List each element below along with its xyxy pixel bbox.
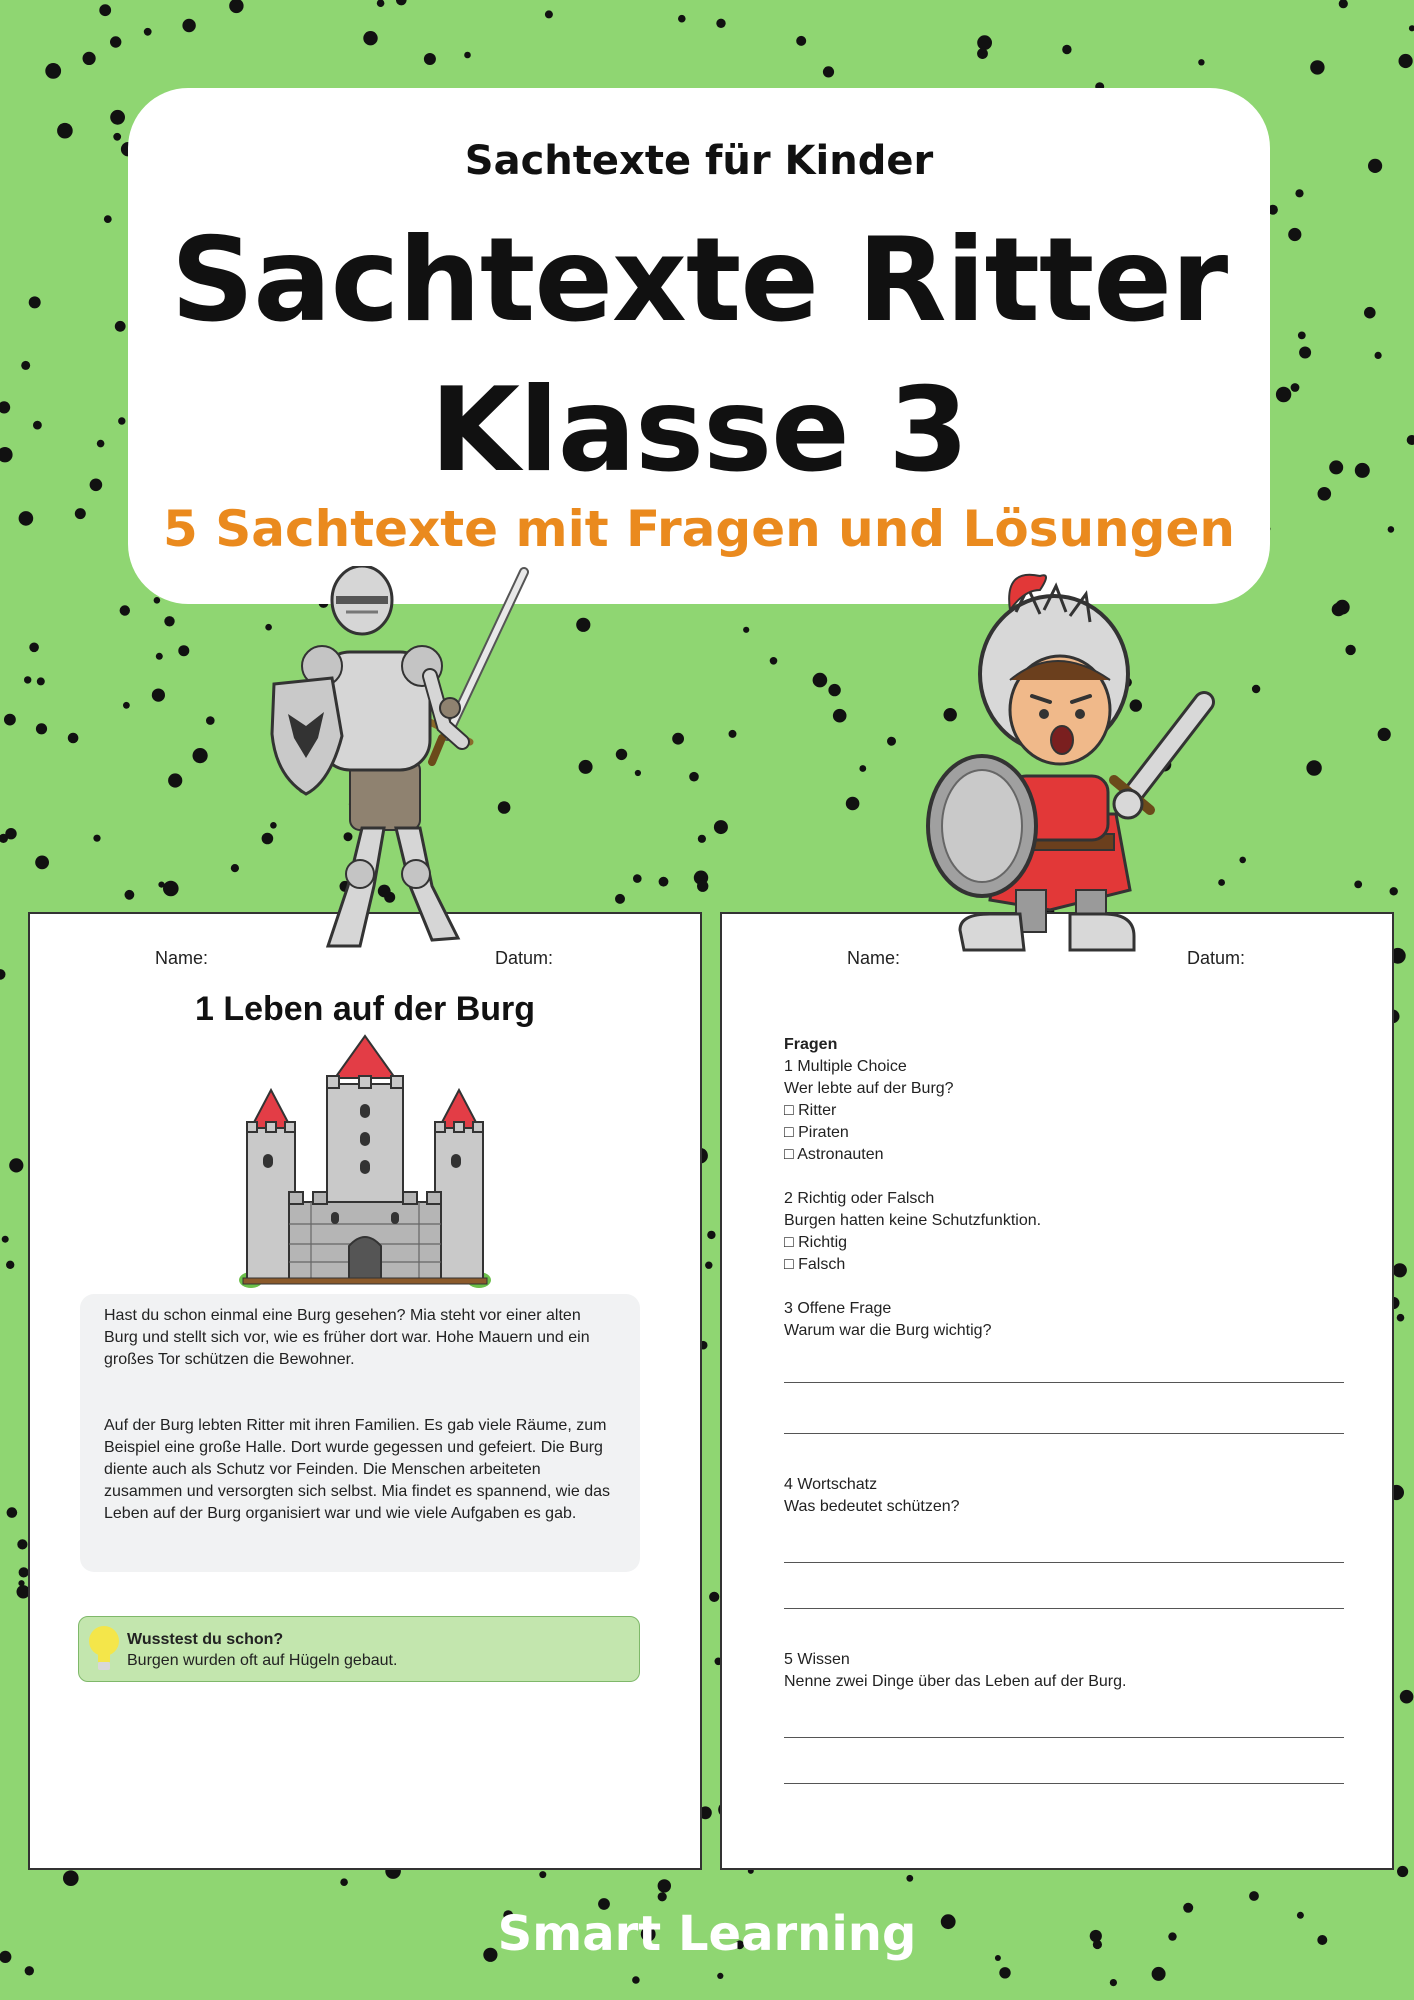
decor-dot <box>999 1967 1010 1978</box>
question-type: 4 Wortschatz <box>784 1476 878 1493</box>
decor-dot <box>115 321 126 332</box>
decor-dot <box>29 643 39 653</box>
decor-dot <box>19 511 34 526</box>
decor-dot <box>1388 526 1395 533</box>
decor-dot <box>1409 25 1414 31</box>
decor-dot <box>83 52 96 65</box>
decor-dot <box>1390 887 1398 895</box>
decor-dot <box>0 447 13 462</box>
decor-dot <box>110 36 121 47</box>
lightbulb-icon <box>87 1624 121 1674</box>
name-label: Name: <box>847 948 901 968</box>
decor-dot <box>833 709 847 723</box>
decor-dot <box>1291 383 1300 392</box>
question-text: Was bedeutet schützen? <box>784 1498 960 1515</box>
paragraph-2: Auf der Burg lebten Ritter mit ihren Familien. Es gab viele Räume, zum Beispiel eine große Halle. Dort wurde gegessen und gefeiert. Die Burg diente auch als Schutz vor Feinden. Die Menschen arbeiteten zusammen und versorgten sich selbst. Mia findet es spannend, wie das Leben auf der Burg organisiert war und wie viele Aufgaben es gab. <box>104 1417 611 1522</box>
decor-dot <box>4 714 16 726</box>
decor-dot <box>1393 1263 1407 1277</box>
decor-dot <box>1329 460 1343 474</box>
series-label: Sachtexte für Kinder <box>464 138 934 184</box>
decor-dot <box>579 760 593 774</box>
decor-dot <box>846 797 860 811</box>
decor-dot <box>635 770 641 776</box>
decor-dot <box>1249 1891 1259 1901</box>
decor-dot <box>193 748 208 763</box>
answer-line <box>784 1783 1344 1784</box>
main-title <box>128 206 1270 506</box>
decor-dot <box>99 4 111 16</box>
date-label: Datum: <box>1187 948 1246 968</box>
castle-icon <box>235 1034 495 1294</box>
answer-line <box>784 1608 1344 1609</box>
decor-dot <box>1355 463 1370 478</box>
decor-dot <box>576 618 590 632</box>
decor-dot <box>120 605 130 615</box>
decor-dot <box>1375 352 1382 359</box>
reading-text-box <box>80 1294 640 1572</box>
decor-dot <box>206 716 215 725</box>
decor-dot <box>1339 0 1348 8</box>
decor-dot <box>1378 728 1391 741</box>
name-label: Name: <box>155 948 209 968</box>
decor-dot <box>68 733 79 744</box>
fact-title: Wusstest du schon? <box>127 1631 284 1648</box>
answer-line <box>784 1433 1344 1434</box>
subtitle: 5 Sachtexte mit Fragen und Lösungen <box>163 500 1235 558</box>
decor-dot <box>678 15 686 23</box>
decor-dot <box>1310 60 1324 74</box>
decor-dot <box>424 53 436 65</box>
decor-dot <box>859 765 866 772</box>
decor-dot <box>539 1871 546 1878</box>
decor-dot <box>1152 1967 1166 1981</box>
decor-dot <box>743 627 749 633</box>
question-text: Warum war die Burg wichtig? <box>784 1322 992 1339</box>
decor-dot <box>90 479 103 492</box>
decor-dot <box>1295 189 1303 197</box>
decor-dot <box>158 882 164 888</box>
decor-dot <box>632 1976 640 1984</box>
decor-dot <box>796 36 806 46</box>
decor-dot <box>705 1262 712 1269</box>
question-3 <box>784 1298 1344 1434</box>
title-card <box>128 88 1270 604</box>
decor-dot <box>1288 228 1301 241</box>
decor-dot <box>545 10 553 18</box>
decor-dot <box>697 881 708 892</box>
decor-dot <box>0 969 6 980</box>
decor-dot <box>977 35 992 50</box>
decor-dot <box>1299 347 1311 359</box>
decor-dot <box>1354 881 1362 889</box>
question-4 <box>784 1474 1344 1609</box>
question-type: 5 Wissen <box>784 1651 850 1668</box>
decor-dot <box>714 820 728 834</box>
questions-heading: Fragen <box>784 1036 838 1053</box>
date-label: Datum: <box>495 948 554 968</box>
decor-dot <box>813 673 828 688</box>
decor-dot <box>33 421 42 430</box>
decor-dot <box>363 31 377 45</box>
decor-dot <box>144 28 152 36</box>
decor-dot <box>1407 435 1414 445</box>
question-type: 1 Multiple Choice <box>784 1058 907 1075</box>
decor-dot <box>168 773 182 787</box>
brand-footer: Smart Learning <box>497 1906 917 1962</box>
decor-dot <box>1110 1979 1117 1986</box>
question-type: 2 Richtig oder Falsch <box>784 1190 935 1207</box>
decor-dot <box>152 689 165 702</box>
decor-dot <box>658 1879 671 1892</box>
decor-dot <box>616 749 627 760</box>
decor-dot <box>35 856 49 870</box>
answer-option: □ Astronauten <box>784 1146 884 1163</box>
decor-dot <box>633 874 642 883</box>
decor-dot <box>178 645 189 656</box>
decor-dot <box>1318 487 1332 501</box>
decor-dot <box>37 677 45 685</box>
decor-dot <box>123 702 130 709</box>
question-text: Wer lebte auf der Burg? <box>784 1080 954 1097</box>
decor-dot <box>977 48 988 59</box>
decor-dot <box>672 733 684 745</box>
decor-dot <box>659 877 669 887</box>
decor-dot <box>163 881 179 897</box>
decor-dot <box>1397 1314 1405 1322</box>
decor-dot <box>154 597 161 604</box>
decor-dot <box>21 361 30 370</box>
text-title: 1 Leben auf der Burg <box>194 990 536 1028</box>
decor-dot <box>707 1231 715 1239</box>
question-list <box>784 1034 1344 1806</box>
decor-dot <box>113 133 121 141</box>
decor-dot <box>377 0 385 7</box>
decor-dot <box>717 1973 723 1979</box>
armored-knight-icon <box>262 566 542 956</box>
decor-dot <box>97 440 105 448</box>
decor-dot <box>1345 645 1355 655</box>
main-title-line-2: Klasse 3 <box>430 363 968 498</box>
decor-dot <box>63 1870 79 1886</box>
decor-dot <box>615 894 625 904</box>
decor-dot <box>658 1892 667 1901</box>
decor-dot <box>1276 387 1291 402</box>
decor-dot <box>1397 1866 1408 1877</box>
fact-box <box>78 1616 640 1682</box>
decor-dot <box>729 730 737 738</box>
decor-dot <box>75 508 86 519</box>
decor-dot <box>906 1875 913 1882</box>
cartoon-knight-boy-icon <box>920 570 1220 960</box>
decor-dot <box>104 215 112 223</box>
decor-dot <box>828 684 840 696</box>
question-2 <box>784 1188 1344 1276</box>
answer-option: □ Ritter <box>784 1102 837 1119</box>
decor-dot <box>1252 685 1260 693</box>
decor-dot <box>57 123 73 139</box>
decor-dot <box>709 1592 719 1602</box>
worksheet-questions <box>720 912 1394 1870</box>
decor-dot <box>1368 159 1382 173</box>
decor-dot <box>110 110 125 125</box>
decor-dot <box>1332 603 1346 617</box>
answer-option: □ Richtig <box>784 1234 848 1251</box>
decor-dot <box>0 401 10 413</box>
paragraph-1: Hast du schon einmal eine Burg gesehen? Mia steht vor einer alten Burg und stellt sich vor, wie es früher dort war. Hohe Mauern und ein großes Tor schützen die Bewohner. <box>104 1307 590 1368</box>
answer-line <box>784 1562 1344 1563</box>
fact-text: Burgen wurden oft auf Hügeln gebaut. <box>127 1652 398 1669</box>
decor-dot <box>1400 1690 1414 1704</box>
decor-dot <box>7 1507 18 1518</box>
decor-dot <box>93 835 100 842</box>
decor-dot <box>24 676 31 683</box>
question-5 <box>784 1649 1344 1784</box>
decor-dot <box>182 19 195 32</box>
question-1 <box>784 1056 1344 1166</box>
question-text: Nenne zwei Dinge über das Leben auf der Burg. <box>784 1673 1127 1690</box>
decor-dot <box>1364 307 1376 319</box>
decor-dot <box>340 1878 348 1886</box>
decor-dot <box>36 723 47 734</box>
decor-dot <box>124 890 134 900</box>
decor-dot <box>396 0 407 5</box>
decor-dot <box>164 616 174 626</box>
decor-dot <box>1198 59 1204 65</box>
decor-dot <box>770 657 778 665</box>
decor-dot <box>1298 332 1306 340</box>
decor-dot <box>25 1966 34 1975</box>
decor-dot <box>6 1261 14 1269</box>
main-title-line-1: Sachtexte Ritter <box>170 213 1228 348</box>
decor-dot <box>231 864 239 872</box>
decor-dot <box>689 772 699 782</box>
decor-dot <box>118 417 125 424</box>
decor-dot <box>1399 54 1413 68</box>
decor-dot <box>1239 857 1246 864</box>
decor-dot <box>17 1539 27 1549</box>
worksheet-text <box>28 912 702 1870</box>
decor-dot <box>45 63 61 79</box>
decor-dot <box>229 0 243 13</box>
answer-option: □ Falsch <box>784 1256 846 1273</box>
decor-dot <box>698 835 706 843</box>
answer-line <box>784 1382 1344 1383</box>
decor-dot <box>464 52 471 59</box>
answer-option: □ Piraten <box>784 1124 849 1141</box>
decor-dot <box>156 653 163 660</box>
decor-dot <box>29 296 41 308</box>
decor-dot <box>2 1236 9 1243</box>
decor-dot <box>887 737 896 746</box>
question-type: 3 Offene Frage <box>784 1300 892 1317</box>
decor-dot <box>9 1158 23 1172</box>
decor-dot <box>823 66 834 77</box>
decor-dot <box>1306 760 1321 775</box>
answer-line <box>784 1737 1344 1738</box>
decor-dot <box>716 19 725 28</box>
question-text: Burgen hatten keine Schutzfunktion. <box>784 1212 1042 1229</box>
decor-dot <box>1062 45 1071 54</box>
